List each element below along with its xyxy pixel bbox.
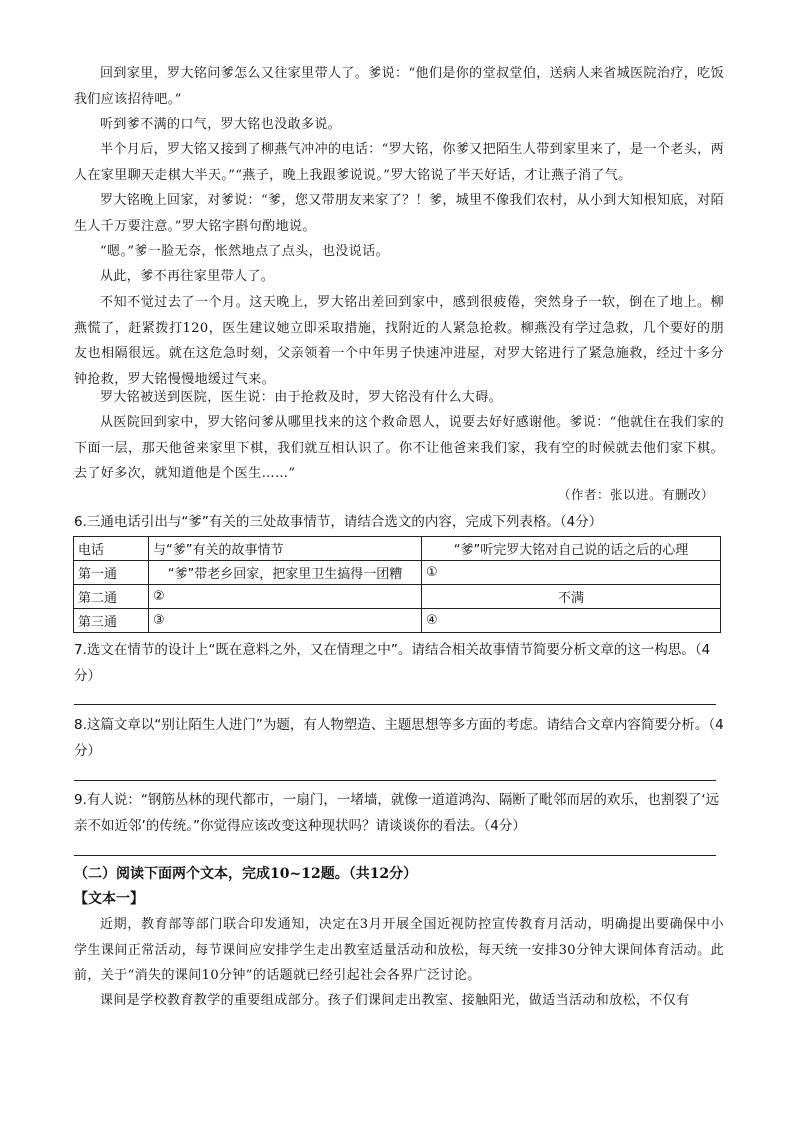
table-header-cell: 与“爹”有关的故事情节 xyxy=(149,537,422,561)
table-header-cell: 电话 xyxy=(74,537,149,561)
table-cell: 第二通 xyxy=(74,585,149,609)
story-paragraph-9: 从医院回到家中，罗大铭问爹从哪里找来的这个救命恩人，说要去好好感谢他。爹说：“他就住在我们家的下面一层，那天他爸来家里下棋，我们就互相认识了。你不让他爸来我们家，我有空的时候就去他们家下棋。去了好多次，就知道他是个医生……” xyxy=(74,415,724,481)
author-note: （作者：张以进。有删改） xyxy=(557,487,714,502)
table-cell: ② xyxy=(149,585,422,609)
story-paragraph-7: 不知不觉过去了一个月。这天晚上，罗大铭出差回到家中，感到很疲倦，突然身子一软，倒在了地上。柳燕慌了，赶紧拨打120，医生建议她立即采取措施，找附近的人紧急抢救。柳燕没有学过急救，几个要好的朋友也相隔很远。就在这危急时刻，父亲领着一个中年男子快速冲进屋，对罗大铭进行了紧急施救，经过十多分钟抢救，罗大铭慢慢地缓过气来。 xyxy=(74,295,724,387)
table-row xyxy=(74,609,721,633)
story-paragraph-5: “嗯。”爹一脸无奈，怅然地点了点头，也没说话。 xyxy=(100,244,389,259)
story-paragraph-4: 罗大铭晚上回家，对爹说：“爹，您又带朋友来家了？！爹，城里不像我们农村，从小到大知根知底，对陌生人千万要注意。”罗大铭字斟句酌地说。 xyxy=(74,193,724,234)
question-8: 8.这篇文章以“别让陌生人进门”为题，有人物塑造、主题思想等多方面的考虑。请结合文章内容简要分析。（4分） xyxy=(74,717,724,759)
question-6: 6.三通电话引出与“爹”有关的三处故事情节，请结合选文的内容，完成下列表格。（4分） xyxy=(74,514,603,530)
answer-table xyxy=(73,536,721,633)
story-paragraph-8: 罗大铭被送到医院，医生说：由于抢救及时，罗大铭没有什么大碍。 xyxy=(100,390,503,405)
story-paragraph-6: 从此，爹不再往家里带人了。 xyxy=(100,269,275,284)
question-7: 7.选文在情节的设计上“既在意料之外，又在情理之中”。请结合相关故事情节简要分析文章的这一构思。（4分） xyxy=(74,642,711,684)
story-paragraph-1: 回到家里，罗大铭问爹怎么又往家里带人了。爹说：“他们是你的堂叔堂伯，送病人来省城医院治疗，吃饭我们应该招待吧。” xyxy=(74,66,724,107)
table-row xyxy=(74,561,721,585)
table-cell: ① xyxy=(422,561,721,585)
table-header-cell: “爹”听完罗大铭对自己说的话之后的心理 xyxy=(422,537,721,561)
text-one-paragraph-2: 课间是学校教育教学的重要组成部分。孩子们课间走出教室、接触阳光，做适当活动和放松，不仅有 xyxy=(100,993,690,1008)
story-paragraph-2: 听到爹不满的口气，罗大铭也没敢多说。 xyxy=(100,117,342,132)
table-row xyxy=(74,585,721,609)
answer-line xyxy=(74,780,716,781)
section-title: （二）阅读下面两个文本，完成10~12题。（共12分） xyxy=(74,866,418,882)
table-header-row xyxy=(74,537,721,561)
table-cell: “爹”带老乡回家，把家里卫生搞得一团糟 xyxy=(149,561,422,585)
answer-line xyxy=(74,855,716,856)
table-cell: 第三通 xyxy=(74,609,149,633)
story-paragraph-3: 半个月后，罗大铭又接到了柳燕气冲冲的电话：“罗大铭，你爹又把陌生人带到家里来了，是一个老头，两人在家里聊天走棋大半天。”“燕子，晚上我跟爹说说。”罗大铭说了半天好话，才让燕子消了气。 xyxy=(74,142,724,183)
table-cell: 不满 xyxy=(422,585,721,609)
table-cell: ③ xyxy=(149,609,422,633)
answer-line xyxy=(74,704,716,705)
text-one-label: 【文本一】 xyxy=(74,891,144,907)
table-cell: ④ xyxy=(422,609,721,633)
question-9: 9.有人说：“钢筋丛林的现代都市，一扇门，一堵墙，就像一道道鸿沟、隔断了毗邻而居的欢乐，也割裂了‘远亲不如近邻’的传统。”你觉得应该改变这种现状吗？请谈谈你的看法。（4分） xyxy=(74,792,720,834)
table-cell: 第一通 xyxy=(74,561,149,585)
text-one-paragraph-1: 近期，教育部等部门联合印发通知，决定在3月开展全国近视防控宣传教育月活动，明确提出要确保中小学生课间正常活动，每节课间应安排学生走出教室适量活动和放松，每天统一安排30分钟大课间体育活动。此前，关于“消失的课间10分钟”的话题就已经引起社会各界广泛讨论。 xyxy=(74,917,724,983)
